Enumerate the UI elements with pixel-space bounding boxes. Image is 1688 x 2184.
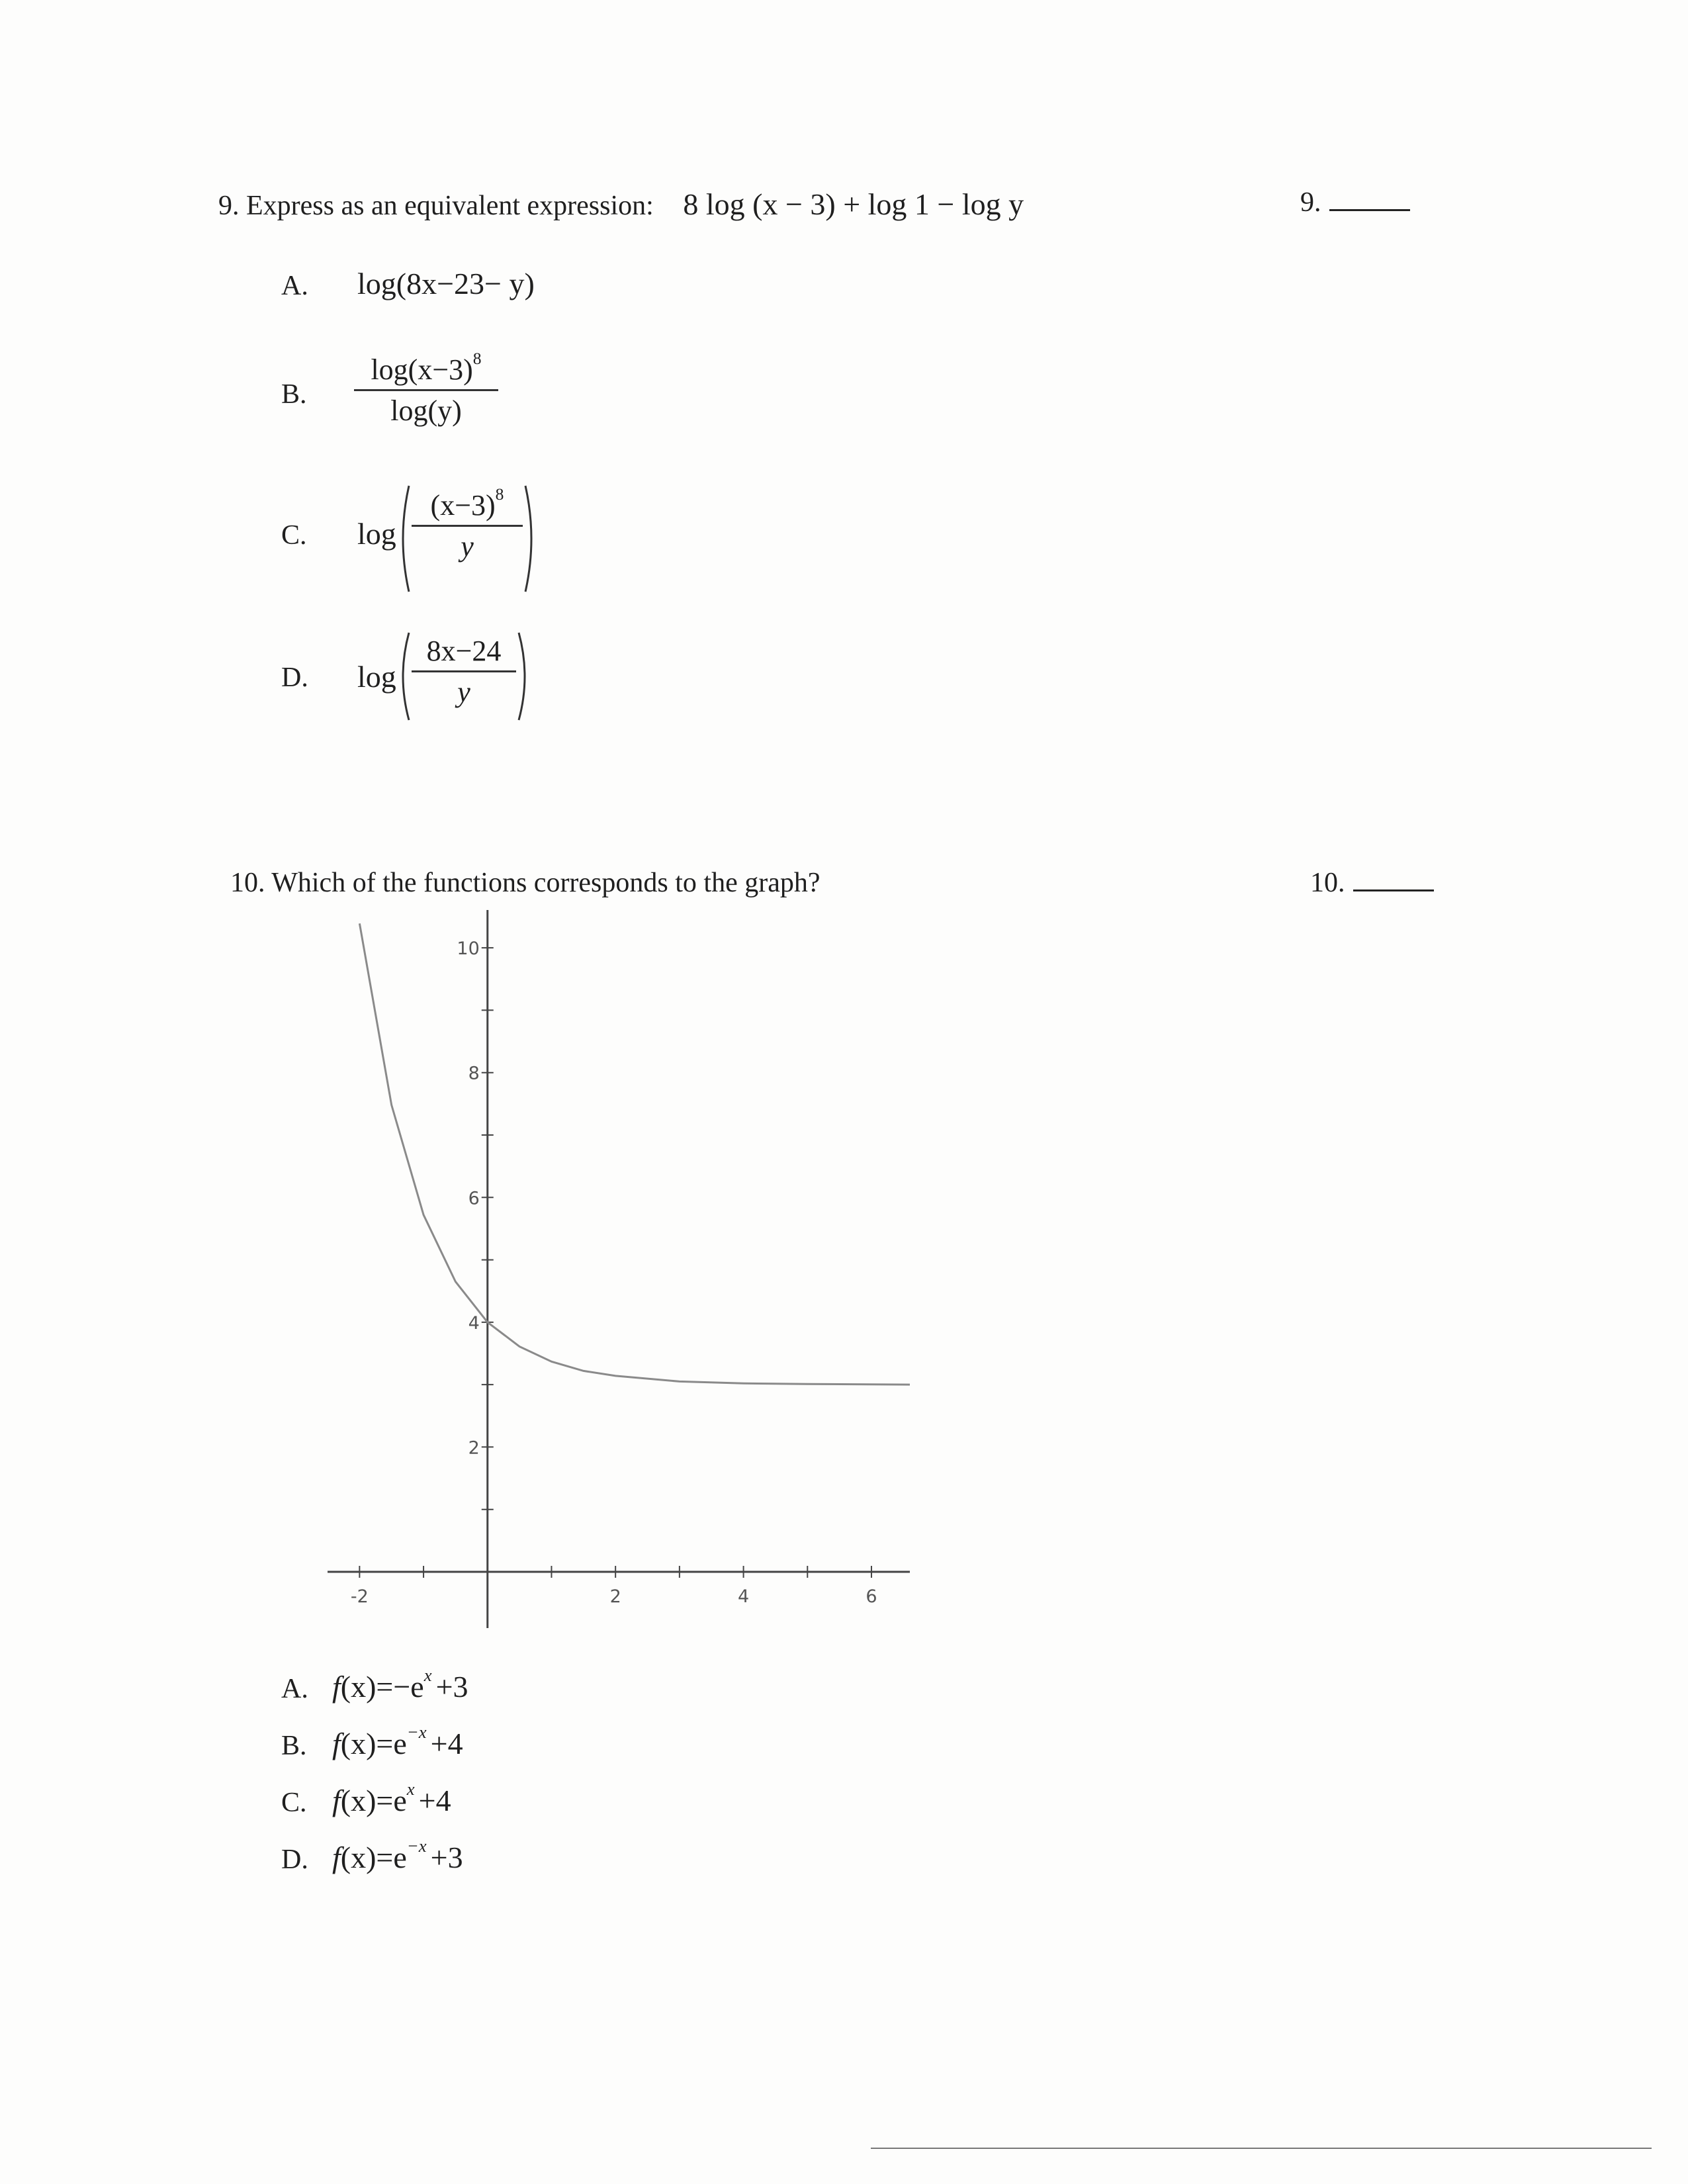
q10-graph [311, 900, 933, 1648]
q9-choice-d-fraction [412, 634, 516, 709]
q10-a-exp: x [423, 1665, 432, 1685]
q10-choice-a-letter: A. [281, 1674, 308, 1704]
q10-c-x: (x) [340, 1784, 377, 1817]
q9-choice-a-letter: A. [281, 271, 308, 301]
q9-c-numerator: (x−3) [430, 489, 496, 522]
q9-choice-b-fraction [354, 349, 498, 428]
q10-a-f: f [332, 1670, 341, 1704]
q9-d-denominator: y [457, 676, 470, 708]
q9-d-fraction-bar [412, 670, 516, 672]
q9-expression: 8 log (x − 3) + log 1 − log y [683, 187, 1024, 221]
q9-choice-c-letter: C. [281, 520, 307, 551]
q9-answer-label: 9. [1300, 187, 1321, 218]
x-tick-label: -2 [350, 1586, 369, 1607]
series-line-0 [359, 923, 910, 1385]
q10-a-tail: +3 [435, 1670, 468, 1704]
q10-answer-blank[interactable] [1353, 867, 1434, 891]
q9-d-numerator: 8x−24 [426, 635, 502, 667]
y-tick-label: 6 [468, 1188, 480, 1209]
q10-d-tail: +3 [430, 1841, 463, 1874]
q10-b-f: f [332, 1727, 341, 1760]
q9-prompt [218, 187, 1024, 222]
q9-choice-b-letter: B. [281, 379, 307, 410]
q10-choice-d-expr [332, 1836, 463, 1875]
q9-b-numerator: log(x−3) [371, 353, 473, 386]
q9-prompt-text: 9. Express as an equivalent expression: [218, 191, 654, 221]
q10-b-tail: +4 [430, 1727, 463, 1760]
q10-d-eq: =e [376, 1841, 407, 1874]
q10-choice-a-expr [332, 1665, 468, 1704]
q9-c-fraction-bar [412, 525, 523, 527]
q9-choice-c-log: log [357, 517, 396, 551]
y-tick-label: 8 [468, 1063, 480, 1084]
q10-a-eq: =−e [376, 1670, 424, 1704]
q10-c-eq: =e [376, 1784, 407, 1817]
q10-b-exp: −x [406, 1722, 427, 1742]
y-tick-label: 10 [457, 938, 480, 960]
x-tick-label: 4 [737, 1586, 750, 1607]
q10-choice-d-letter: D. [281, 1844, 308, 1875]
q9-d-left-paren [394, 630, 412, 723]
y-tick-label: 2 [468, 1437, 480, 1459]
q9-choice-d-letter: D. [281, 662, 308, 693]
q10-answer-label: 10. [1310, 868, 1345, 898]
q10-d-x: (x) [340, 1841, 377, 1874]
q10-choice-c-letter: C. [281, 1788, 307, 1818]
q9-c-left-paren [394, 483, 412, 594]
q10-b-eq: =e [376, 1727, 407, 1760]
q10-a-x: (x) [340, 1670, 377, 1704]
q10-d-exp: −x [406, 1836, 427, 1856]
q10-choice-b-letter: B. [281, 1731, 307, 1761]
q9-c-exponent: 8 [495, 484, 504, 504]
q10-c-f: f [332, 1784, 341, 1817]
q9-b-fraction-bar [354, 389, 498, 391]
q9-choice-c-fraction [412, 484, 523, 563]
q10-c-tail: +4 [418, 1784, 451, 1817]
q9-c-right-paren [523, 483, 540, 594]
q10-d-f: f [332, 1841, 341, 1874]
q9-b-exponent: 8 [472, 349, 482, 369]
q10-choice-b-expr [332, 1722, 463, 1761]
footer-rule [871, 2148, 1652, 2149]
q10-b-x: (x) [340, 1727, 377, 1760]
q10-c-exp: x [406, 1779, 415, 1799]
q9-answer-blank[interactable] [1329, 187, 1410, 211]
q10-prompt: 10. Which of the functions corresponds to the graph? [230, 868, 821, 898]
x-tick-label: 2 [609, 1586, 621, 1607]
x-tick-label: 6 [866, 1586, 877, 1607]
q9-answer [1300, 187, 1410, 218]
q9-choice-d-log: log [357, 660, 396, 694]
q9-b-denominator: log(y) [390, 394, 462, 427]
q10-choice-c-expr [332, 1779, 451, 1818]
q9-choice-a-expr: log(8x−23− y) [357, 267, 535, 300]
y-tick-label: 4 [468, 1312, 480, 1334]
q9-c-denominator: y [461, 530, 474, 563]
q9-d-right-paren [516, 630, 533, 723]
q10-answer [1310, 867, 1434, 899]
